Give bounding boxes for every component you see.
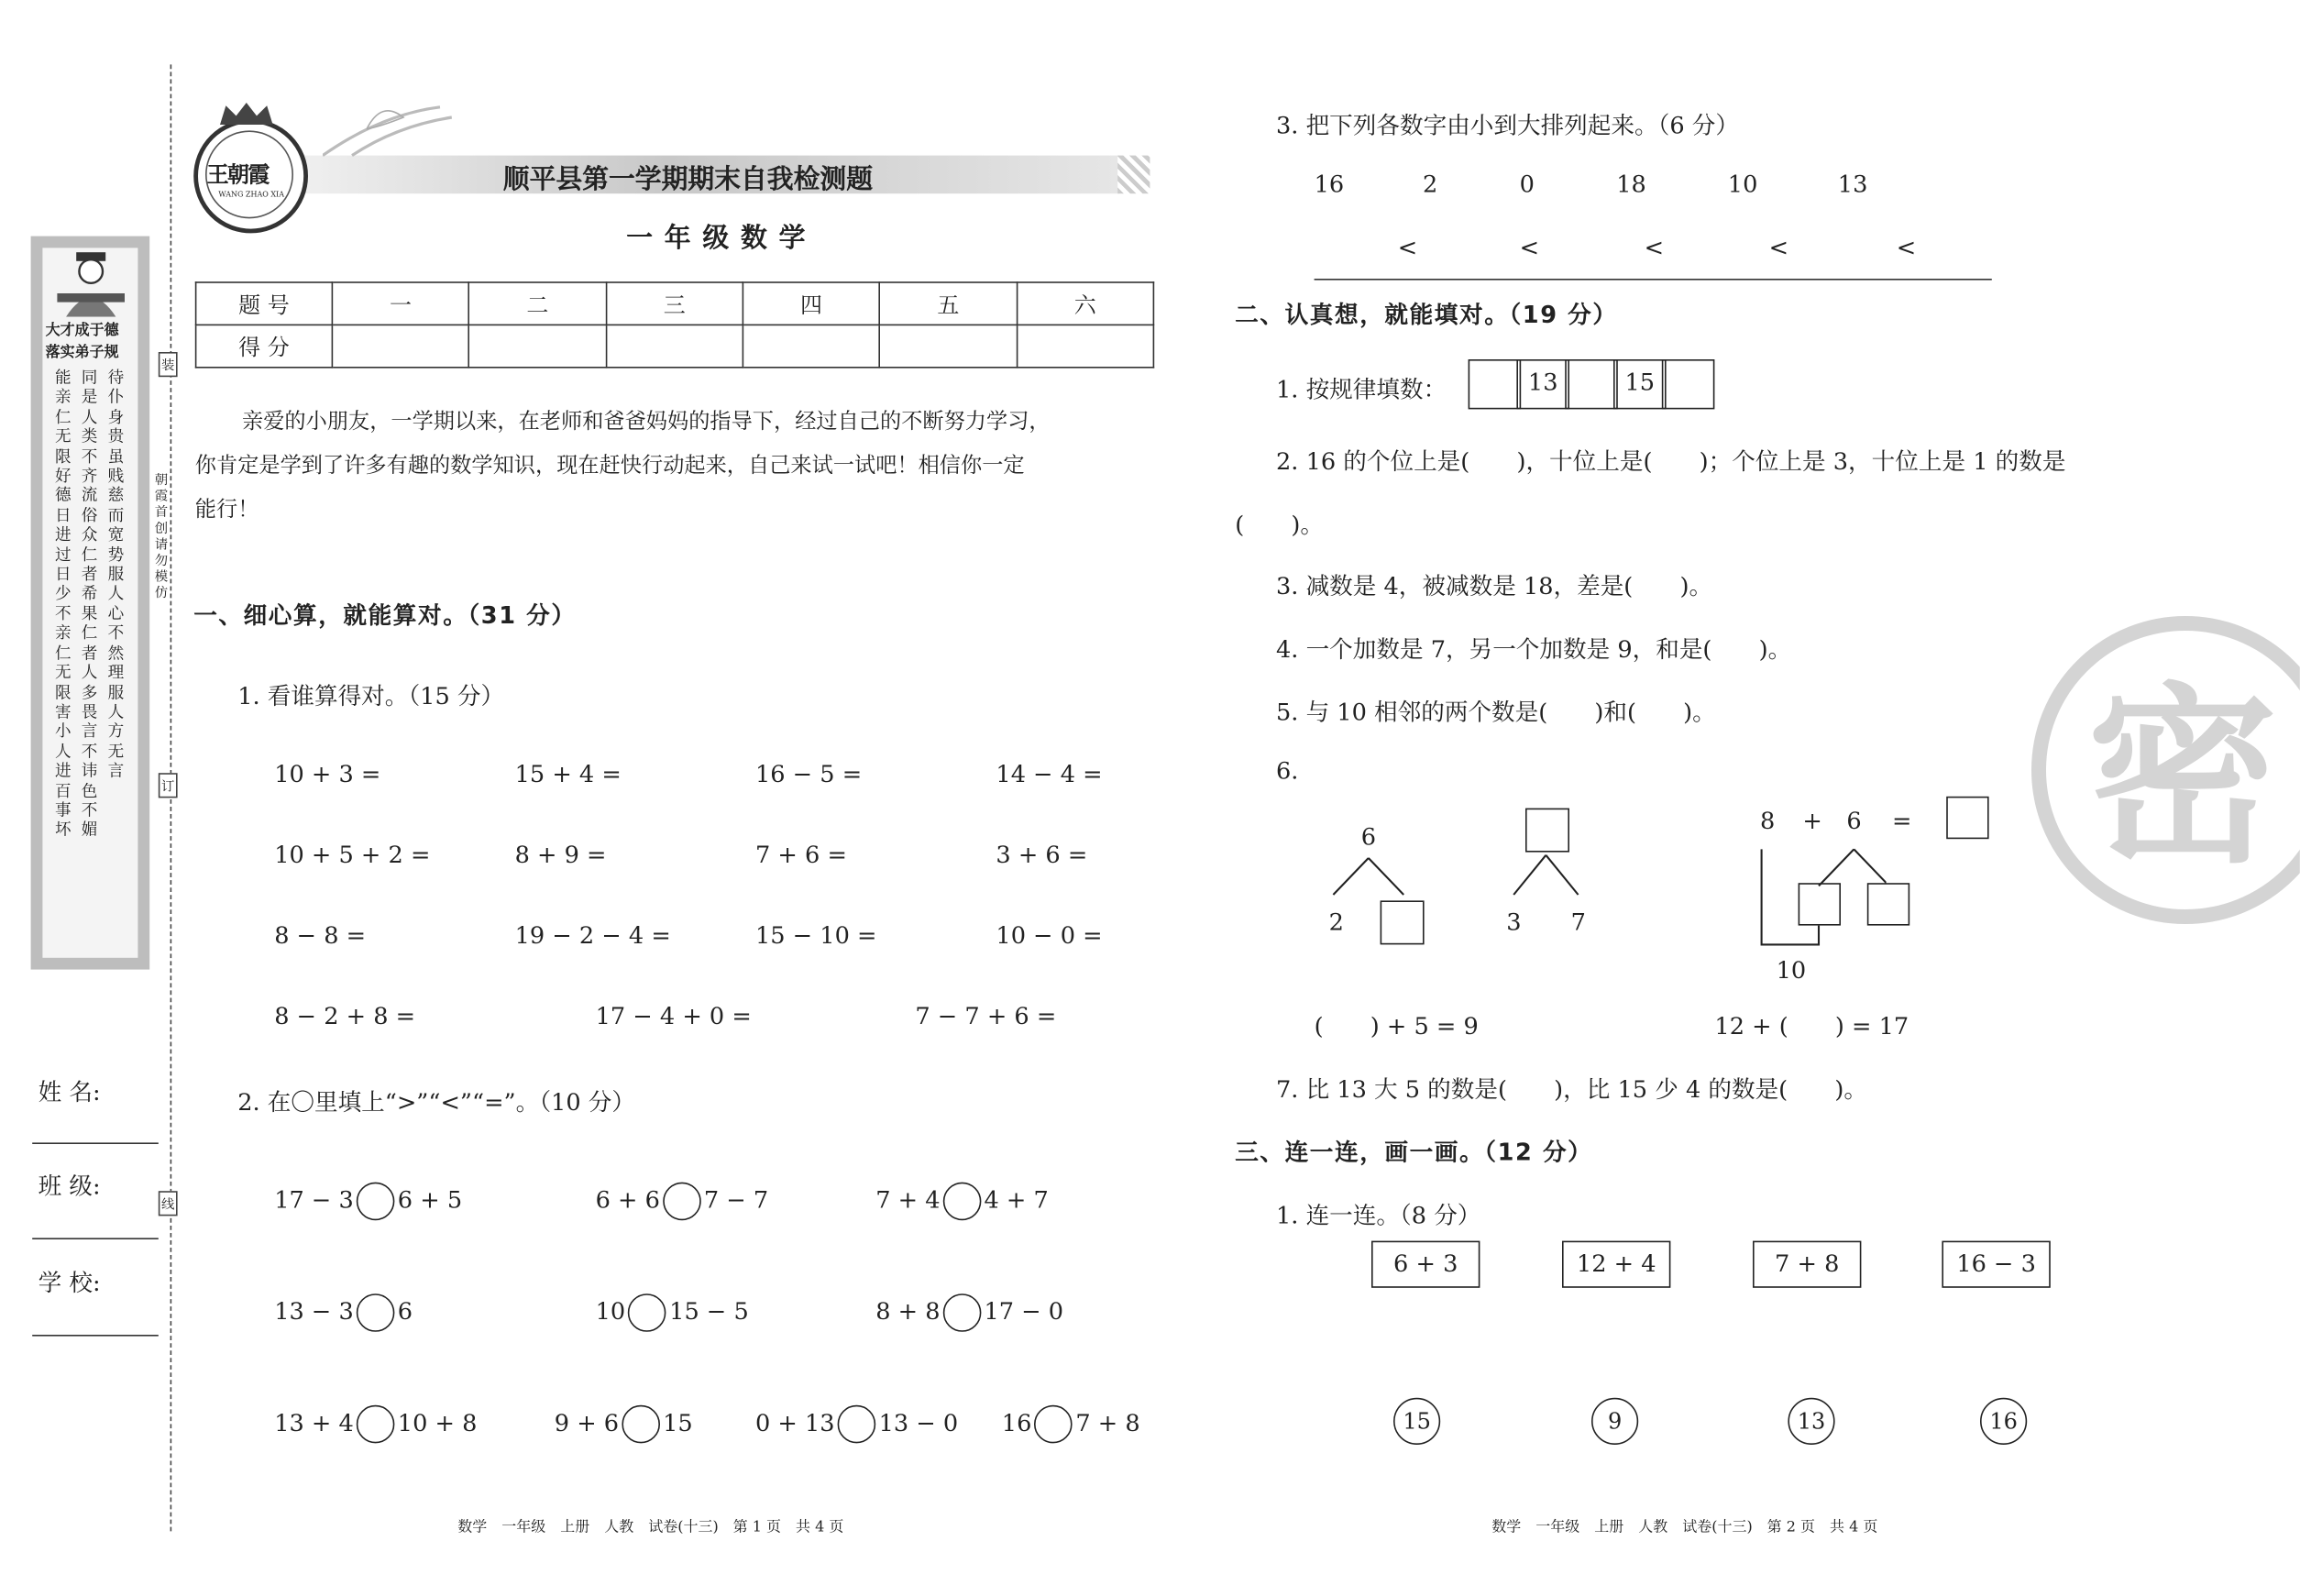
less-than-sign: < [1644, 233, 1665, 261]
sort-number: 10 [1727, 170, 1758, 198]
compare-item [555, 1405, 693, 1444]
table-header-cell: 四 [743, 282, 879, 325]
s2-item-7: 7. 比 13 大 5 的数是( )，比 15 少 4 的数是( )。 [1276, 1074, 1867, 1104]
footer-left: 数学 一年级 上册 人教 试卷(十三) 第 1 页 共 4 页 [457, 1519, 844, 1536]
calc-item: 19 − 2 − 4 = [514, 920, 671, 950]
score-table-header-row [196, 282, 1154, 325]
sequence-cell[interactable] [1662, 359, 1715, 409]
bond-2-answer-box[interactable] [1525, 809, 1569, 853]
q1-title: 1. 看谁算得对。（15 分） [237, 682, 505, 710]
match-box[interactable]: 12 + 4 [1562, 1241, 1670, 1288]
logo-name: 王朝霞 [206, 161, 269, 188]
intro-line: 能行！ [194, 499, 259, 523]
compare-left: 13 + 4 [274, 1408, 354, 1437]
compare-right: 15 − 5 [669, 1297, 749, 1326]
calc-item: 14 − 4 = [996, 759, 1103, 788]
table-row-label: 得 分 [196, 325, 333, 367]
compare-left: 6 + 6 [595, 1185, 660, 1214]
calc-item: 7 + 6 = [755, 840, 847, 869]
banner-pattern [1117, 156, 1150, 194]
school-field[interactable] [32, 1335, 159, 1337]
score-cell[interactable] [743, 325, 879, 367]
sidebar-text-column: 能亲仁无限好德日进过日少不亲仁无限害小人进百事坏 [55, 368, 72, 840]
match-box[interactable]: 7 + 8 [1753, 1241, 1861, 1288]
compare-right: 13 − 0 [878, 1408, 959, 1437]
sidebar-motto-1: 大才成于德 [45, 323, 119, 339]
s2-item-3: 3. 减数是 4，被减数是 18，差是( )。 [1276, 572, 1713, 600]
calc-item: 15 + 4 = [514, 759, 622, 788]
table-header-cell: 二 [469, 282, 606, 325]
compare-right: 6 + 5 [397, 1185, 463, 1214]
calc-item: 8 + 9 = [514, 840, 607, 869]
compare-right: 7 + 8 [1075, 1408, 1140, 1437]
q3-title: 3. 把下列各数字由小到大排列起来。（6 分） [1276, 111, 1739, 139]
compare-right: 10 + 8 [397, 1408, 478, 1437]
compare-circle[interactable] [628, 1293, 666, 1332]
s2-item-1: 1. 按规律填数： [1276, 375, 1447, 403]
calc-item: 16 − 5 = [755, 759, 863, 788]
fill-blank-1: ( ) + 5 = 9 [1314, 1012, 1479, 1040]
score-cell[interactable] [332, 325, 468, 367]
match-box[interactable]: 6 + 3 [1371, 1241, 1480, 1288]
calc-item: 15 − 10 = [755, 920, 877, 950]
s3-q1-title: 1. 连一连。（8 分） [1276, 1201, 1481, 1229]
calc-item: 8 − 8 = [274, 920, 367, 950]
compare-item [1002, 1405, 1140, 1444]
sequence-cell: 13 [1516, 359, 1569, 409]
compare-item [596, 1183, 769, 1221]
make-ten-split-box[interactable] [1867, 883, 1909, 925]
match-circle[interactable]: 16 [1980, 1398, 2027, 1445]
sequence-cell: 15 [1613, 359, 1667, 409]
sort-number: 13 [1837, 170, 1868, 198]
logo-seal [193, 119, 308, 234]
compare-circle[interactable] [838, 1405, 876, 1444]
compare-item [274, 1183, 462, 1221]
secret-stamp [2031, 616, 2300, 939]
table-header-cell: 题 号 [196, 282, 333, 325]
crown-icon [217, 100, 276, 127]
compare-right: 7 − 7 [703, 1185, 769, 1214]
compare-circle[interactable] [622, 1405, 660, 1444]
calc-item: 7 − 7 + 6 = [915, 1001, 1057, 1030]
make-ten-label: 10 [1776, 956, 1807, 985]
sort-number: 18 [1616, 170, 1646, 198]
compare-left: 13 − 3 [274, 1297, 354, 1326]
bond-1-left: 2 [1328, 908, 1344, 936]
compare-circle[interactable] [943, 1183, 982, 1221]
compare-left: 17 − 3 [274, 1185, 354, 1214]
table-header-cell: 五 [880, 282, 1017, 325]
s2-item-6: 6. [1276, 756, 1299, 785]
calc-item: 17 − 4 + 0 = [595, 1001, 752, 1030]
compare-item [274, 1293, 413, 1332]
make-ten-result-box[interactable] [1946, 797, 1988, 839]
score-table [195, 281, 1154, 368]
less-than-sign: < [1768, 233, 1789, 261]
match-circle[interactable]: 9 [1591, 1398, 1638, 1445]
compare-right: 17 − 0 [984, 1297, 1064, 1326]
compare-circle[interactable] [357, 1405, 395, 1444]
section-3-title: 三、连一连，画一画。（12 分） [1235, 1138, 1593, 1166]
intro-line: 你肯定是学到了许多有趣的数学知识，现在赶快行动起来，自己来试一试吧！相信你一定 [194, 455, 1025, 479]
compare-circle[interactable] [357, 1293, 395, 1332]
sort-number: 2 [1423, 170, 1438, 198]
compare-circle[interactable] [1035, 1405, 1073, 1444]
bond-1-answer-box[interactable] [1381, 900, 1425, 944]
table-header-cell: 六 [1017, 282, 1153, 325]
s2-item-5: 5. 与 10 相邻的两个数是( )和( )。 [1276, 698, 1716, 726]
compare-item [875, 1183, 1049, 1221]
exam-subtitle: 一年级数学 [626, 223, 818, 254]
score-cell[interactable] [606, 325, 743, 367]
s2-item-2: 2. 16 的个位上是( )，十位上是( )；个位上是 3，十位上是 1 的数是 [1276, 447, 2066, 476]
bond-1-top: 6 [1360, 822, 1377, 851]
table-header-cell: 一 [332, 282, 468, 325]
bond-1-lines [1329, 856, 1408, 897]
compare-right: 6 [397, 1297, 413, 1326]
binding-mark: 线 [159, 1191, 178, 1216]
match-circle[interactable]: 13 [1788, 1398, 1834, 1445]
calc-item: 10 + 5 + 2 = [274, 840, 431, 869]
score-cell[interactable] [1017, 325, 1153, 367]
compare-left: 16 [1001, 1408, 1032, 1437]
s2-item-2-cont: ( )。 [1235, 510, 1324, 539]
logo-sub: WANG ZHAO XIA [218, 191, 284, 200]
compare-circle[interactable] [943, 1293, 982, 1332]
sequence-cell[interactable] [1469, 359, 1522, 409]
exam-title: 顺平县第一学期期末自我检测题 [502, 164, 873, 195]
calc-item: 3 + 6 = [996, 840, 1088, 869]
compare-left: 9 + 6 [554, 1408, 620, 1437]
calc-item: 10 − 0 = [996, 920, 1103, 950]
copyright-notice: 朝霞首创 请勿模仿 [154, 473, 169, 601]
compare-circle[interactable] [357, 1183, 395, 1221]
sidebar-text-column: 待仆身贵虽贱慈而宽势服人心不然理服人方无言 [107, 368, 125, 781]
compare-left: 0 + 13 [755, 1408, 835, 1437]
sequence-cell[interactable] [1565, 359, 1618, 409]
compare-item [596, 1293, 749, 1332]
bond-2-left: 3 [1506, 908, 1522, 936]
sort-number: 0 [1519, 170, 1535, 198]
q2-title: 2. 在〇里填上“>”“<”“=”。（10 分） [237, 1088, 635, 1117]
compare-circle[interactable] [663, 1183, 701, 1221]
sort-number: 16 [1314, 170, 1345, 198]
make-ten-b: 6 [1846, 807, 1862, 835]
make-ten-a: 8 [1760, 807, 1776, 835]
ribbon-decoration [323, 100, 455, 159]
match-circle[interactable]: 15 [1393, 1398, 1440, 1445]
compare-left: 10 [595, 1297, 626, 1326]
compare-item [274, 1405, 477, 1444]
fill-blank-2: 12 + ( ) = 17 [1714, 1012, 1909, 1040]
class-label: 班 级: [38, 1172, 101, 1200]
score-cell[interactable] [469, 325, 606, 367]
make-ten-plus: + [1802, 807, 1822, 835]
compare-item [755, 1405, 958, 1444]
compare-right: 15 [663, 1408, 693, 1437]
make-ten-equals: = [1892, 807, 1912, 835]
section-2-title: 二、认真想，就能填对。（19 分） [1235, 301, 1618, 329]
less-than-sign: < [1397, 233, 1418, 261]
bond-2-right: 7 [1570, 908, 1586, 936]
name-label: 姓 名: [38, 1078, 101, 1106]
score-table-score-row [196, 325, 1154, 367]
class-field[interactable] [32, 1238, 159, 1239]
intro-line: 亲爱的小朋友，一学期以来，在老师和爸爸妈妈的指导下，经过自己的不断努力学习， [242, 411, 1051, 435]
school-label: 学 校: [38, 1269, 101, 1297]
less-than-sign: < [1896, 233, 1917, 261]
table-header-cell: 三 [606, 282, 743, 325]
make-ten-split-box[interactable] [1799, 883, 1841, 925]
compare-left: 8 + 8 [875, 1297, 941, 1326]
binding-mark: 装 [159, 352, 178, 377]
sidebar-motto-2: 落实弟子规 [45, 345, 119, 361]
secret-stamp-ring [2031, 616, 2300, 924]
bond-2-lines [1511, 853, 1581, 897]
sort-answer-line[interactable] [1315, 279, 1992, 281]
less-than-sign: < [1519, 233, 1540, 261]
score-cell[interactable] [880, 325, 1017, 367]
match-box[interactable]: 16 − 3 [1942, 1241, 2050, 1288]
footer-right: 数学 一年级 上册 人教 试卷(十三) 第 2 页 共 4 页 [1491, 1519, 1878, 1536]
compare-left: 7 + 4 [875, 1185, 941, 1214]
s2-item-4: 4. 一个加数是 7，另一个加数是 9，和是( )。 [1276, 634, 1792, 664]
binding-mark: 订 [159, 773, 178, 798]
scholar-figure-icon [49, 249, 134, 317]
section-1-title: 一、细心算，就能算对。（31 分） [193, 601, 577, 630]
compare-right: 4 + 7 [984, 1185, 1049, 1214]
calc-item: 8 − 2 + 8 = [274, 1001, 416, 1030]
compare-item [875, 1293, 1063, 1332]
name-field[interactable] [32, 1142, 159, 1144]
calc-item: 10 + 3 = [274, 759, 381, 788]
secret-stamp-char: 密 [2086, 666, 2278, 889]
sidebar-text-column: 同是人类不齐流俗众仁者希果仁者人多畏言不讳色不媚 [81, 368, 98, 840]
